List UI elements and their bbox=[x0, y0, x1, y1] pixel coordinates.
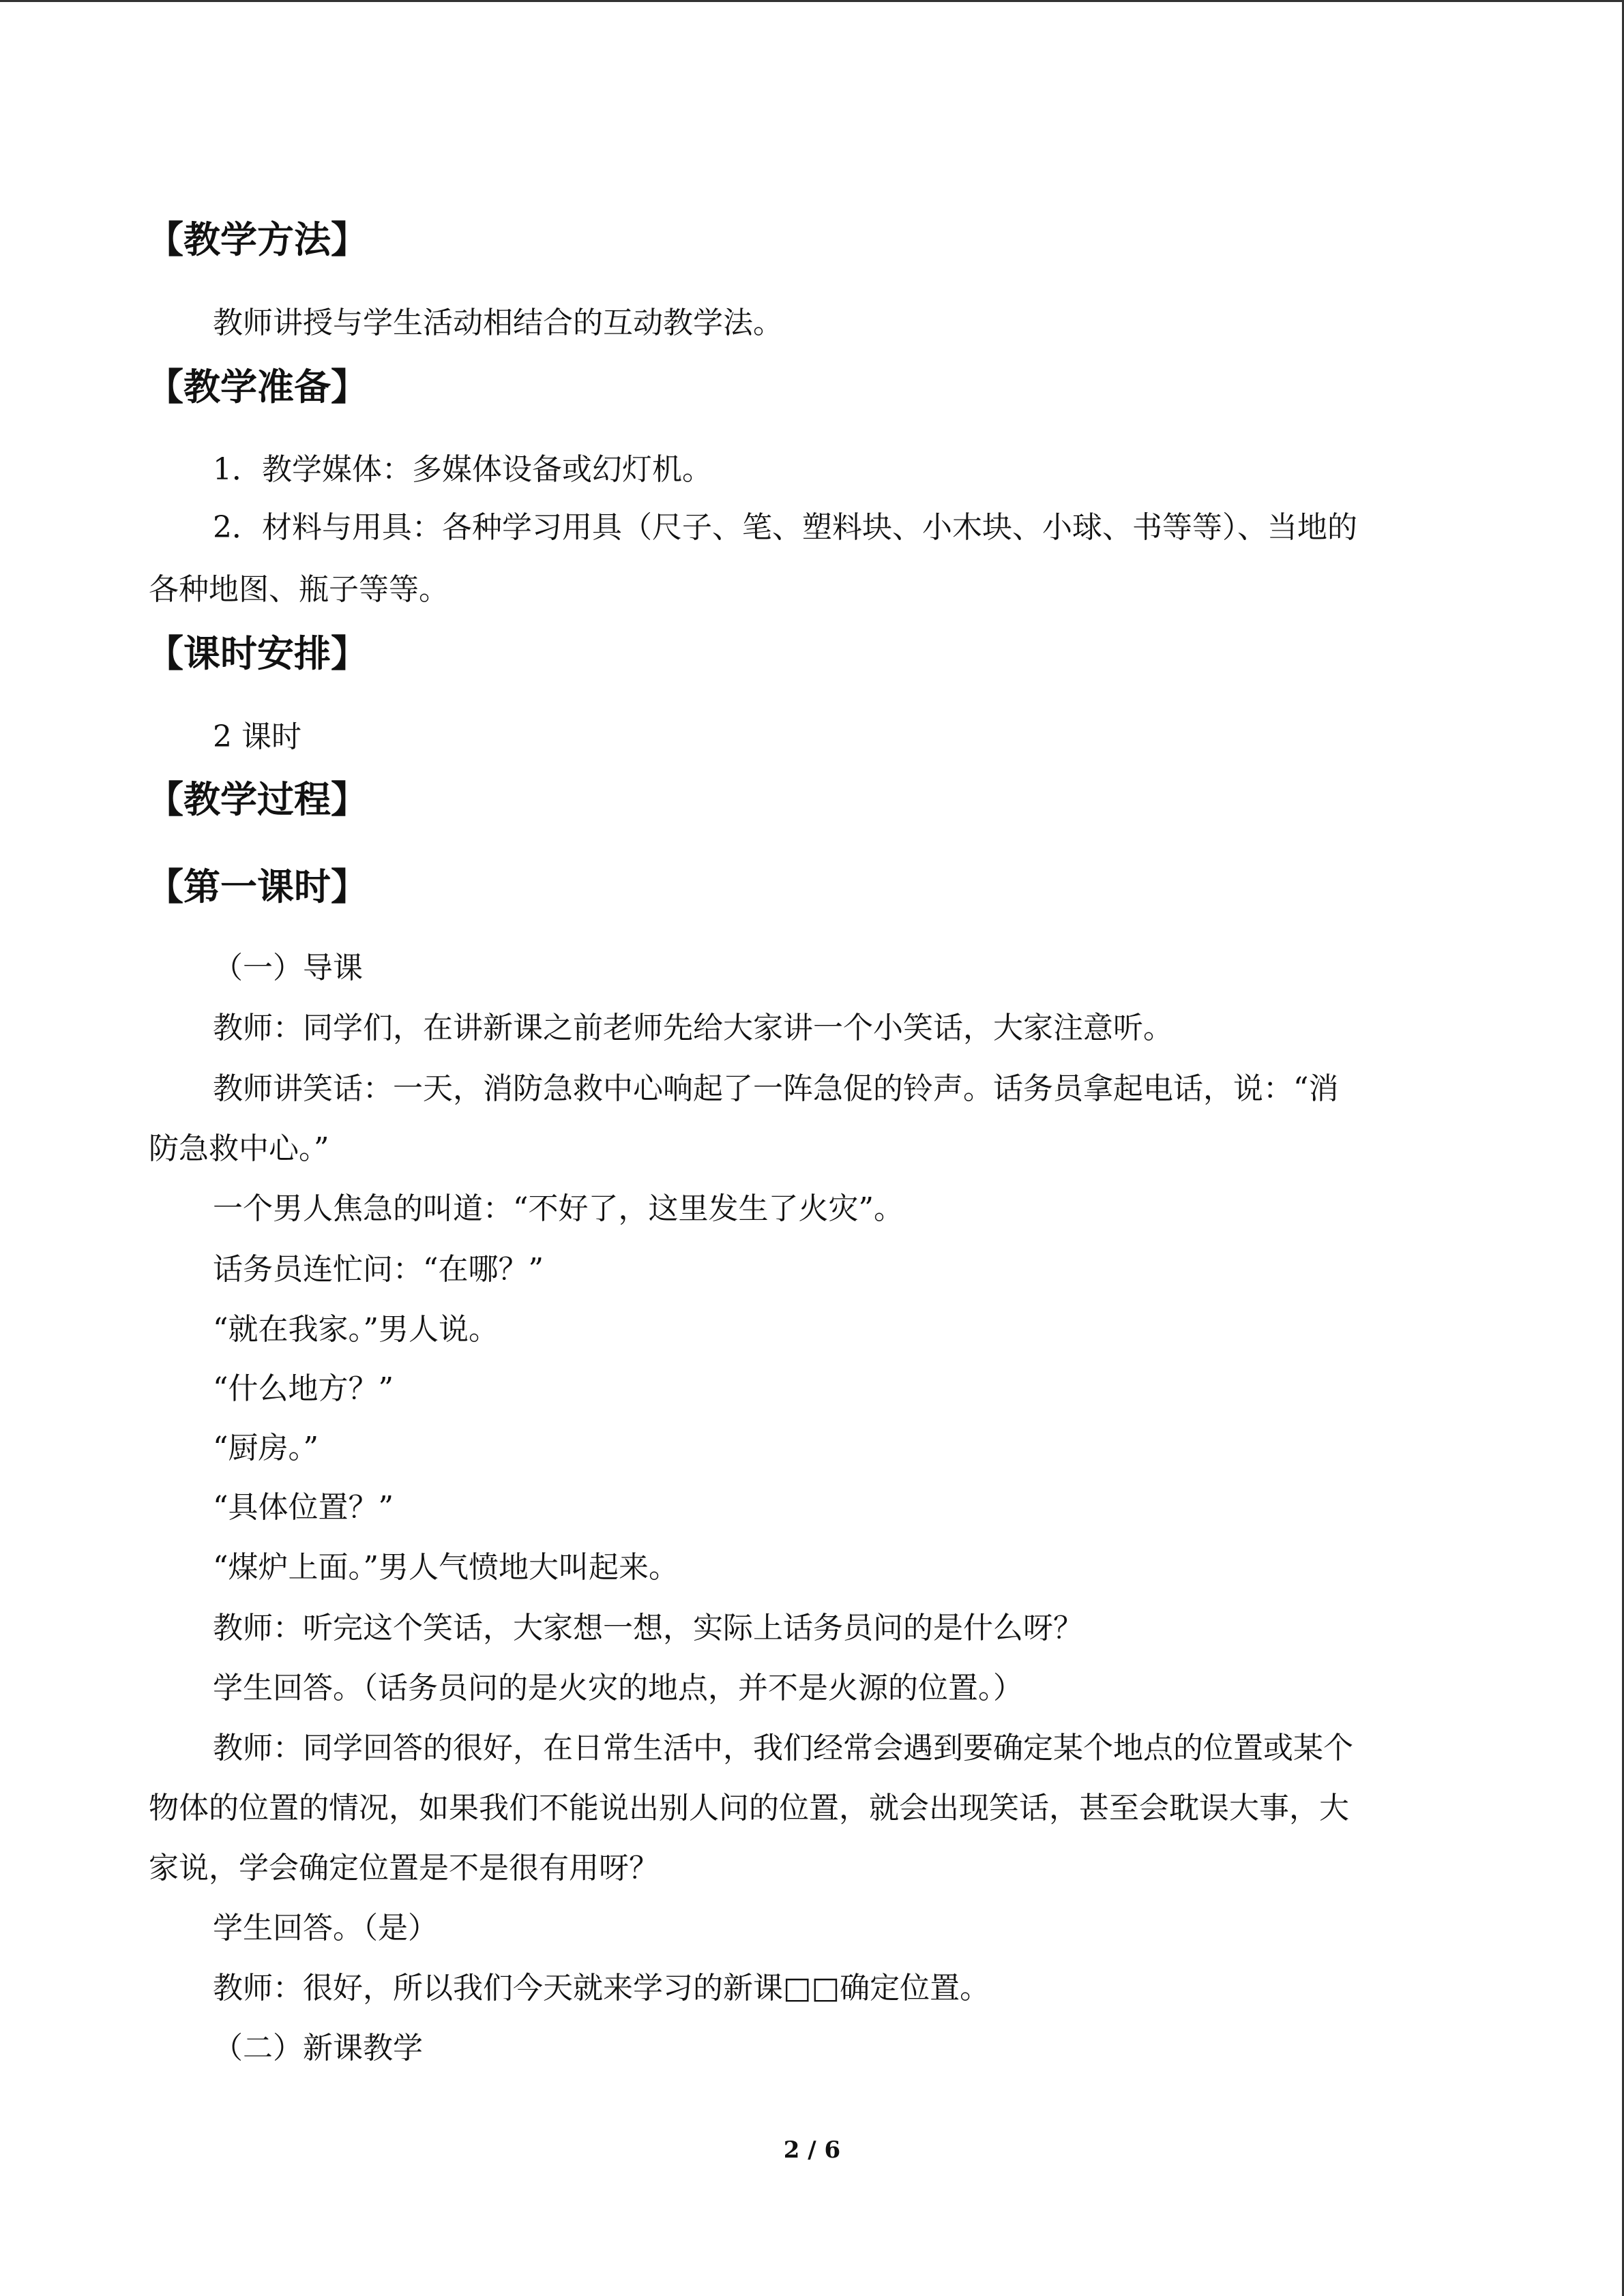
method-text: 教师讲授与学生活动相结合的互动教学法。 bbox=[213, 305, 783, 340]
prep-item-1: 1．教学媒体：多媒体设备或幻灯机。 bbox=[213, 452, 712, 487]
prep-item-2-line-2: 各种地图、瓶子等等。 bbox=[149, 572, 449, 607]
lesson-line: 防急救中心。” bbox=[149, 1131, 329, 1166]
lesson-line: “煤炉上面。”男人气愤地大叫起来。 bbox=[213, 1550, 679, 1585]
heading-first-lesson: 【第一课时】 bbox=[147, 865, 368, 908]
lesson-line: 一个男人焦急的叫道：“不好了，这里发生了火灾”。 bbox=[213, 1191, 904, 1226]
lesson-line: 教师：同学们，在讲新课之前老师先给大家讲一个小笑话，大家注意听。 bbox=[213, 1011, 1173, 1045]
lesson-line: （一）导课 bbox=[213, 951, 363, 985]
lesson-line: 家说，学会确定位置是不是很有用呀？ bbox=[149, 1851, 659, 1885]
page-number: 2 / 6 bbox=[783, 2136, 841, 2164]
lesson-line: “什么地方？” bbox=[213, 1371, 394, 1406]
lesson-line: 教师讲笑话：一天，消防急救中心响起了一阵急促的铃声。话务员拿起电话，说：“消 bbox=[213, 1071, 1339, 1106]
heading-schedule: 【课时安排】 bbox=[147, 632, 368, 675]
lesson-line: （二）新课教学 bbox=[213, 2031, 423, 2066]
lesson-line: 教师：很好，所以我们今天就来学习的新课□□确定位置。 bbox=[213, 1971, 990, 2006]
schedule-text: 2 课时 bbox=[213, 719, 301, 754]
heading-teaching-method: 【教学方法】 bbox=[147, 218, 368, 261]
lesson-line: “厨房。” bbox=[213, 1431, 319, 1465]
page-border-top bbox=[0, 0, 1624, 2]
prep-item-2-line-1: 2．材料与用具：各种学习用具（尺子、笔、塑料块、小木块、小球、书等等）、当地的 bbox=[213, 510, 1357, 545]
lesson-line: 话务员连忙问：“在哪？” bbox=[213, 1252, 544, 1287]
lesson-line: “就在我家。”男人说。 bbox=[213, 1312, 499, 1347]
lesson-line: 教师：同学回答的很好，在日常生活中，我们经常会遇到要确定某个地点的位置或某个 bbox=[213, 1731, 1353, 1765]
lesson-line: 教师：听完这个笑话，大家想一想，实际上话务员问的是什么呀？ bbox=[213, 1611, 1083, 1645]
lesson-line: 学生回答。（是） bbox=[213, 1911, 438, 1945]
heading-teaching-prep: 【教学准备】 bbox=[147, 366, 368, 408]
heading-teaching-process: 【教学过程】 bbox=[147, 778, 368, 821]
lesson-line: 学生回答。（话务员问的是火灾的地点，并不是火源的位置。） bbox=[213, 1671, 1023, 1705]
lesson-line: 物体的位置的情况，如果我们不能说出别人问的位置，就会出现笑话，甚至会耽误大事，大 bbox=[149, 1791, 1349, 1825]
lesson-line: “具体位置？” bbox=[213, 1490, 394, 1525]
